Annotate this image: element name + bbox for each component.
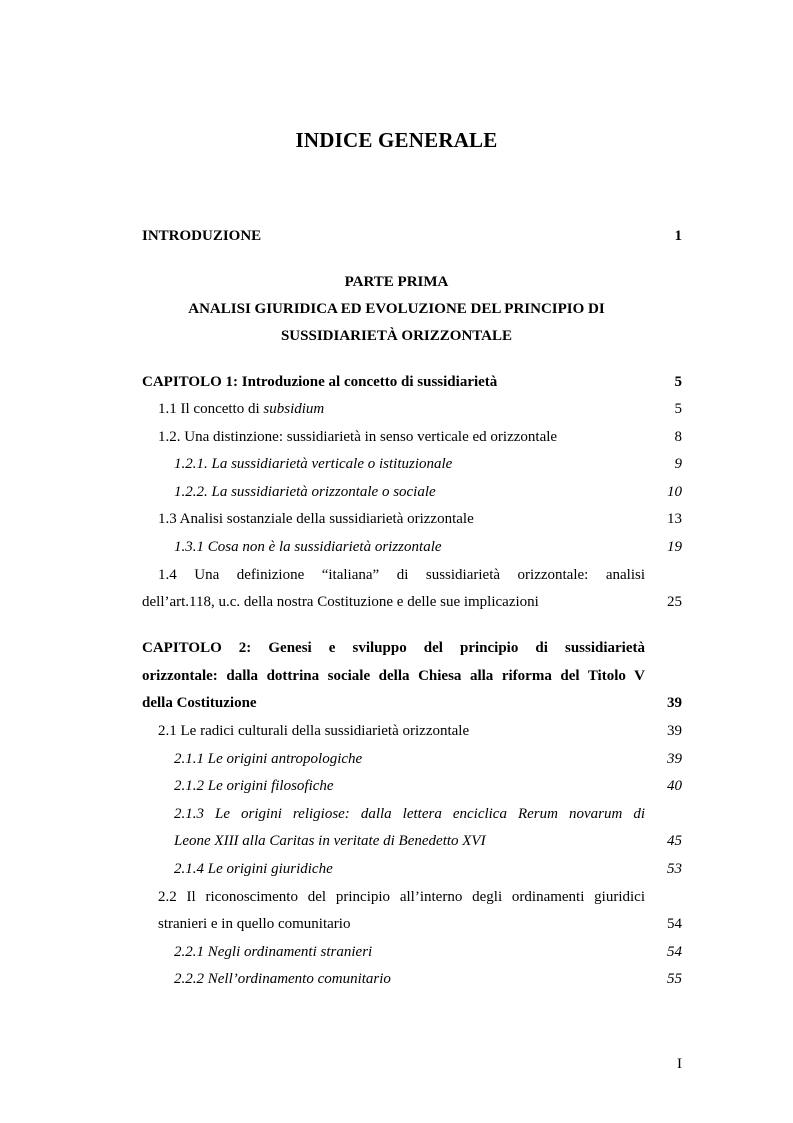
toc-entry-1-2[interactable]	[142, 426, 682, 448]
toc-entry-2-1-3[interactable]	[142, 830, 682, 852]
toc-entry-2-2[interactable]	[142, 913, 682, 935]
toc-entry-page: 5	[674, 401, 682, 417]
toc-entry-page: 8	[674, 429, 682, 445]
page-title: INDICE GENERALE	[295, 128, 498, 152]
toc-entry-page: 45	[667, 833, 682, 849]
toc-entry-label: 1.2.1. La sussidiarietà verticale o istituzionale	[174, 456, 453, 472]
toc-entry-1-4-line1[interactable]: 1.4 Una definizione “italiana” di sussidiarietà orizzontale: analisi	[158, 567, 645, 583]
toc-entry-label: INTRODUZIONE	[142, 228, 262, 244]
toc-entry-page: 19	[667, 539, 682, 555]
toc-entry-2-1-1[interactable]	[142, 748, 682, 770]
toc-entry-page: 5	[674, 374, 682, 390]
toc-entry-page: 25	[667, 594, 682, 610]
part-heading-line3: SUSSIDIARIETÀ ORIZZONTALE	[280, 328, 513, 344]
toc-entry-label: CAPITOLO 1: Introduzione al concetto di sussidiarietà	[142, 374, 498, 390]
toc-entry-label: 1.2.2. La sussidiarietà orizzontale o sociale	[174, 484, 436, 500]
toc-entry-label: Leone XIII alla Caritas in veritate di Benedetto XVI	[174, 833, 486, 849]
toc-entry-page: 55	[667, 971, 682, 987]
toc-entry-1-2-2[interactable]	[142, 481, 682, 503]
toc-entry-label: 1.3 Analisi sostanziale della sussidiarietà orizzontale	[158, 511, 474, 527]
toc-entry-page: 40	[667, 778, 682, 794]
toc-entry-label: 1.2. Una distinzione: sussidiarietà in senso verticale ed orizzontale	[158, 429, 558, 445]
toc-entry-label: dell’art.118, u.c. della nostra Costituzione e delle sue implicazioni	[142, 594, 539, 610]
toc-entry-page: 13	[667, 511, 682, 527]
toc-entry-page: 10	[667, 484, 682, 500]
toc-entry-1-3-1[interactable]	[142, 536, 682, 558]
toc-entry-label: 2.1 Le radici culturali della sussidiarietà orizzontale	[158, 723, 470, 739]
toc-entry-label: della Costituzione	[142, 695, 257, 711]
toc-entry-page: 53	[667, 861, 682, 877]
part-heading-line1: PARTE PRIMA	[344, 274, 449, 290]
toc-entry-label: 2.2.1 Negli ordinamenti stranieri	[174, 944, 373, 960]
toc-entry-2-1-3-line1[interactable]: 2.1.3 Le origini religiose: dalla lettera enciclica Rerum novarum di	[174, 806, 645, 822]
toc-entry-introduzione[interactable]	[142, 225, 682, 247]
toc-entry-1-3[interactable]	[142, 508, 682, 530]
part-heading-line2: ANALISI GIURIDICA ED EVOLUZIONE DEL PRINCIPIO DI	[188, 301, 605, 317]
toc-entry-2-2-1[interactable]	[142, 941, 682, 963]
toc-entry-2-1-2[interactable]	[142, 775, 682, 797]
toc-entry-label: 2.1.2 Le origini filosofiche	[174, 778, 334, 794]
toc-entry-page: 1	[674, 228, 682, 244]
toc-entry-label: 1.3.1 Cosa non è la sussidiarietà orizzontale	[174, 539, 442, 555]
toc-entry-page: 54	[667, 916, 682, 932]
toc-entry-1-2-1[interactable]	[142, 453, 682, 475]
toc-entry-page: 39	[667, 695, 682, 711]
page-number: I	[677, 1056, 682, 1072]
toc-entry-page: 54	[667, 944, 682, 960]
toc-entry-capitolo-2-line1[interactable]: CAPITOLO 2: Genesi e sviluppo del principio di sussidiarietà	[142, 640, 645, 656]
toc-entry-2-1[interactable]	[142, 720, 682, 742]
toc-entry-page: 9	[674, 456, 682, 472]
toc-entry-2-2-2[interactable]	[142, 968, 682, 990]
toc-entry-label: 1.1 Il concetto di subsidium	[158, 401, 325, 417]
toc-entry-page: 39	[667, 723, 682, 739]
toc-entry-1-4[interactable]	[142, 591, 682, 613]
toc-entry-label: 2.1.1 Le origini antropologiche	[174, 751, 363, 767]
toc-entry-2-1-4[interactable]	[142, 858, 682, 880]
toc-entry-capitolo-2[interactable]	[142, 692, 682, 714]
toc-entry-capitolo-1[interactable]	[142, 371, 682, 393]
toc-entry-label: 2.2.2 Nell’ordinamento comunitario	[174, 971, 391, 987]
toc-entry-page: 39	[667, 751, 682, 767]
toc-entry-label: 2.1.4 Le origini giuridiche	[174, 861, 333, 877]
toc-entry-2-2-line1[interactable]: 2.2 Il riconoscimento del principio all’interno degli ordinamenti giuridici	[158, 889, 645, 905]
toc-entry-label: stranieri e in quello comunitario	[158, 916, 351, 932]
toc-entry-1-1[interactable]	[142, 398, 682, 420]
toc-entry-capitolo-2-line2[interactable]: orizzontale: dalla dottrina sociale della Chiesa alla riforma del Titolo V	[142, 668, 645, 684]
